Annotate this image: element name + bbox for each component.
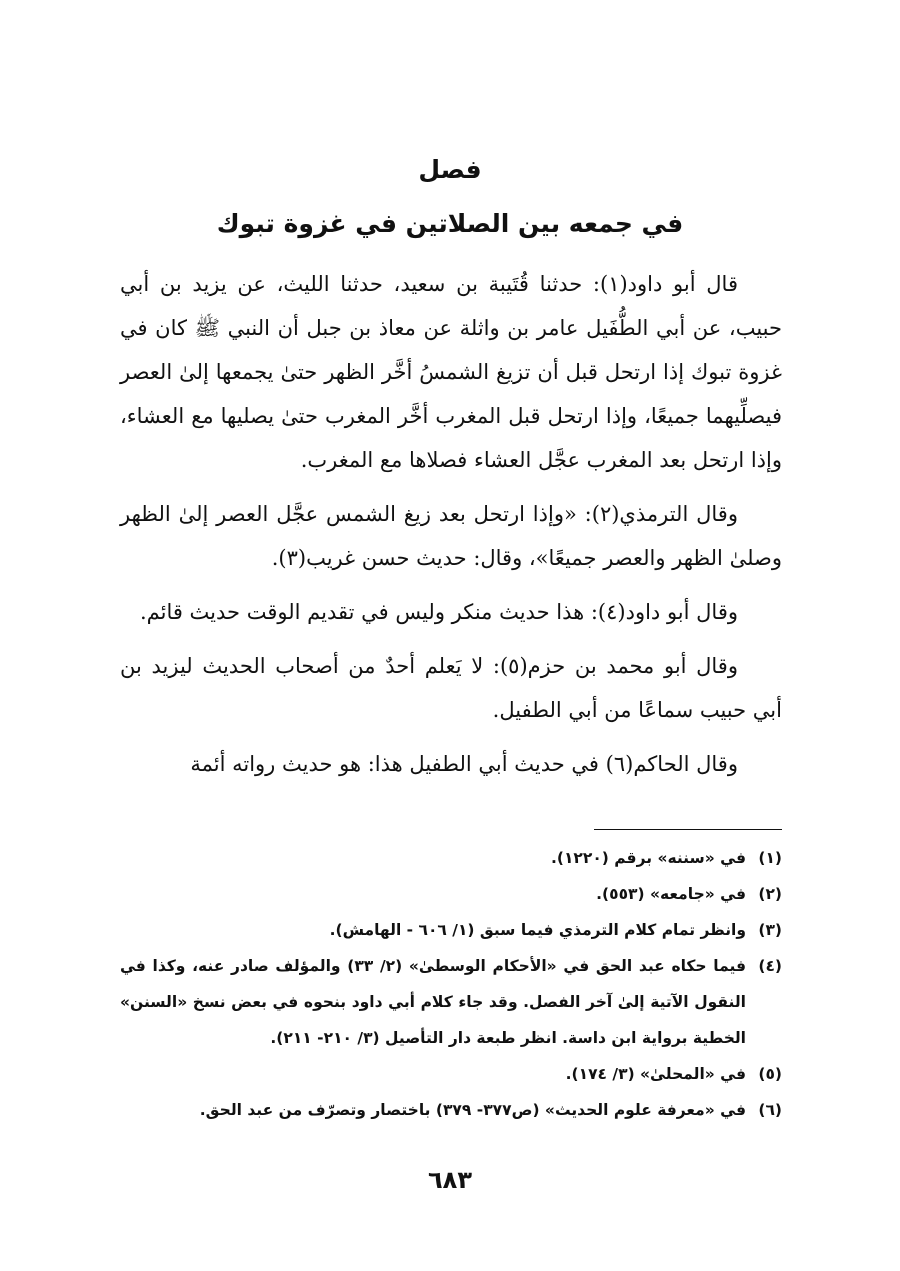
footnote-text: فيما حكاه عبد الحق في «الأحكام الوسطىٰ» (٢/ ٣٣) والمؤلف صادر عنه، وكذا في النقول الآتية إلىٰ آخر الفصل. وقد جاء كلام أبي داود بنحوه في بعض نسخ «السنن» الخطية برواية ابن داسة. انظر طبعة دار التأصيل (٣/ ٢١٠- ٢١١). (120, 957, 746, 1047)
footnotes (120, 840, 782, 1128)
section-subtitle: في جمعه بين الصلاتين في غزوة تبوك (216, 209, 684, 238)
footnote-text: في «جامعه» (٥٥٣). (596, 885, 746, 903)
footnote-text: في «سننه» برقم (١٢٢٠). (550, 849, 746, 867)
footnote-4 (120, 948, 782, 1056)
footnote-text: في «المحلىٰ» (٣/ ١٧٤). (565, 1065, 746, 1083)
main-text (120, 262, 782, 796)
footnote-number: (٤) (758, 957, 782, 975)
paragraph-5: وقال الحاكم(٦) في حديث أبي الطفيل هذا: هو حديث رواته أئمة (190, 752, 738, 776)
footnote-number: (٦) (758, 1101, 782, 1119)
footnote-5 (120, 1056, 782, 1092)
footnote-6 (120, 1092, 782, 1128)
footnote-number: (٣) (758, 921, 782, 939)
page-number: ٦٨٣ (428, 1166, 472, 1194)
footnote-1 (120, 840, 782, 876)
paragraph-4: وقال أبو محمد بن حزم(٥): لا يَعلم أحدٌ من أصحاب الحديث ليزيد بن أبي حبيب سماعًا من أبي الطفيل. (120, 654, 782, 722)
footnote-text: في «معرفة علوم الحديث» (ص٣٧٧- ٣٧٩) باختصار وتصرّف من عبد الحق. (199, 1101, 746, 1119)
paragraph-1: قال أبو داود(١): حدثنا قُتَيبة بن سعيد، حدثنا الليث، عن يزيد بن أبي حبيب، عن أبي الطُّفَيل عامر بن واثلة عن معاذ بن جبل أن النبي ﷺ كان في غزوة تبوك إذا ارتحل قبل أن تزيغ الشمسُ أخَّر الظهر حتىٰ يجمعها إلىٰ العصر فيصلِّيهما جميعًا، وإذا ارتحل قبل المغرب أخَّر المغرب حتىٰ يصليها مع العشاء، وإذا ارتحل بعد المغرب عجَّل العشاء فصلاها مع المغرب. (120, 272, 782, 472)
footnote-text: وانظر تمام كلام الترمذي فيما سبق (١/ ٦٠٦ - الهامش). (329, 921, 746, 939)
footnote-3 (120, 912, 782, 948)
paragraph-2: وقال الترمذي(٢): «وإذا ارتحل بعد زيغ الشمس عجَّل العصر إلىٰ الظهر وصلىٰ الظهر والعصر جميعًا»، وقال: حديث حسن غريب(٣). (120, 502, 782, 570)
paragraph-3: وقال أبو داود(٤): هذا حديث منكر وليس في تقديم الوقت حديث قائم. (139, 600, 738, 624)
footnote-separator (594, 829, 782, 830)
footnote-2 (120, 876, 782, 912)
footnote-number: (٥) (758, 1065, 782, 1083)
footnote-number: (١) (758, 849, 782, 867)
chapter-heading: فصل (418, 155, 482, 184)
footnote-number: (٢) (758, 885, 782, 903)
